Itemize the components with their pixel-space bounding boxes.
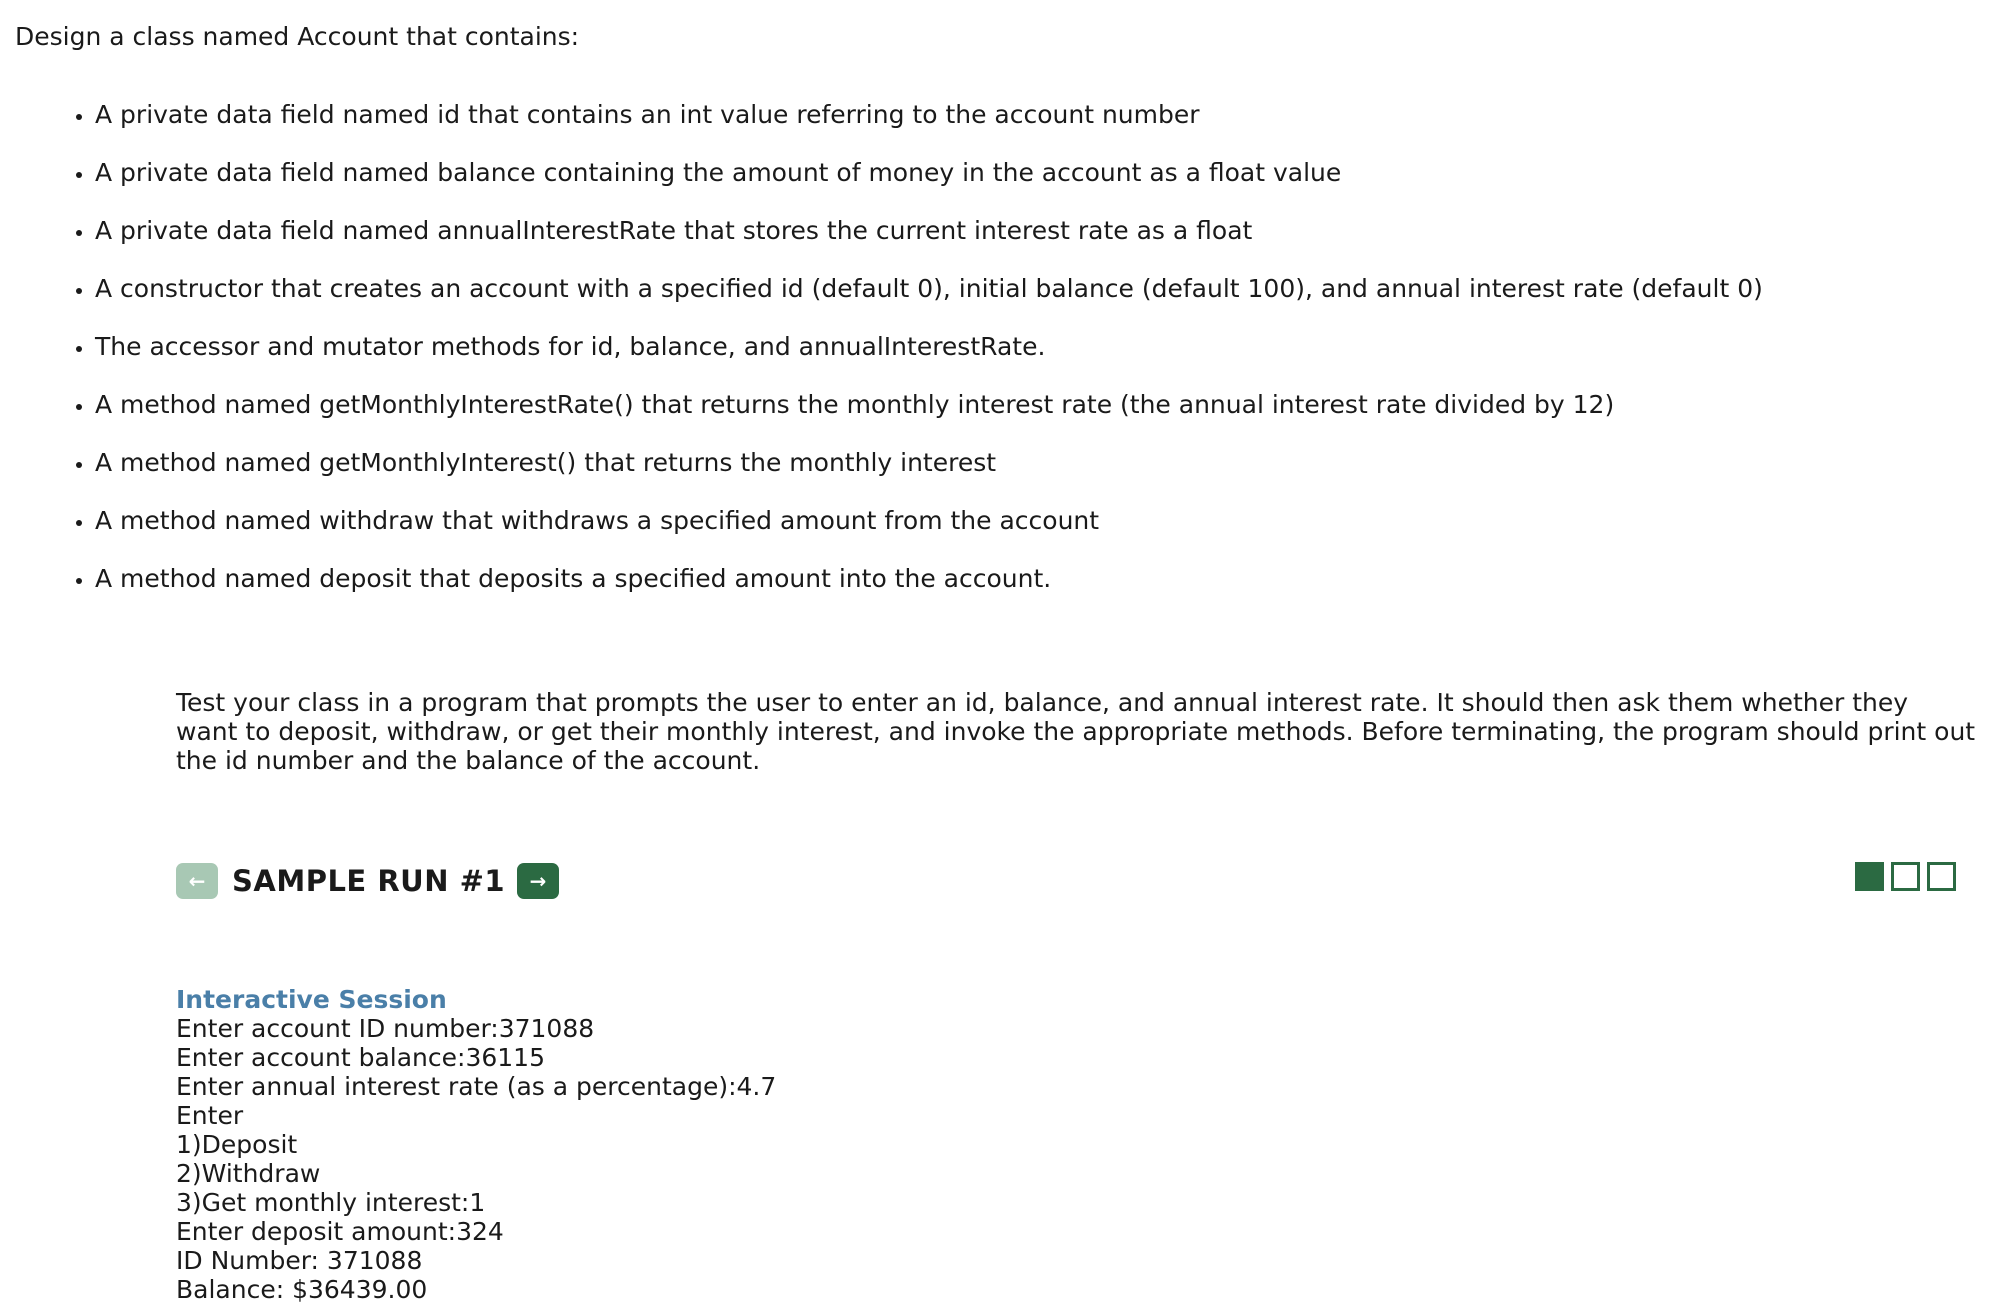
intro-text: Design a class named Account that contains: <box>15 22 580 51</box>
sample-pager <box>1855 862 1956 891</box>
list-item: • A private data field named id that contains an int value referring to the account number <box>95 98 1763 156</box>
session-heading: Interactive Session <box>176 985 447 1014</box>
list-item: • A constructor that creates an account with a specified id (default 0), initial balance (default 100), and annual interest rate (default 0) <box>95 272 1763 330</box>
session-line: Enter annual interest rate (as a percentage):4.7 <box>176 1072 777 1101</box>
previous-sample-button[interactable] <box>176 863 218 899</box>
arrow-left-icon: ← <box>188 869 206 893</box>
requirements-list <box>0 98 1763 620</box>
session-line: Enter <box>176 1101 244 1130</box>
session-line: ID Number: 371088 <box>176 1246 423 1275</box>
task-description: Test your class in a program that prompts the user to enter an id, balance, and annual interest rate. It should then ask them whether they want to deposit, withdraw, or get their monthly interest, and invoke the appropriate methods. Before terminating, the program should print out the id number and the balance of the account. <box>176 688 1976 775</box>
interactive-session <box>176 985 776 1304</box>
list-item: • A method named deposit that deposits a specified amount into the account. <box>95 562 1763 620</box>
session-line: Enter account ID number:371088 <box>176 1014 595 1043</box>
pager-box-3[interactable] <box>1927 862 1956 891</box>
session-line: 2)Withdraw <box>176 1159 321 1188</box>
session-line: 1)Deposit <box>176 1130 298 1159</box>
session-line: Enter account balance:36115 <box>176 1043 545 1072</box>
session-line: 3)Get monthly interest:1 <box>176 1188 486 1217</box>
list-item: • A method named withdraw that withdraws a specified amount from the account <box>95 504 1763 562</box>
list-item: • A method named getMonthlyInterest() that returns the monthly interest <box>95 446 1763 504</box>
list-item: • The accessor and mutator methods for id, balance, and annualInterestRate. <box>95 330 1763 388</box>
list-item: • A private data field named balance containing the amount of money in the account as a float value <box>95 156 1763 214</box>
session-line: Enter deposit amount:324 <box>176 1217 504 1246</box>
list-item: • A method named getMonthlyInterestRate() that returns the monthly interest rate (the annual interest rate divided by 12) <box>95 388 1763 446</box>
pager-box-1[interactable] <box>1855 862 1884 891</box>
list-item: • A private data field named annualInterestRate that stores the current interest rate as a float <box>95 214 1763 272</box>
sample-run-title: SAMPLE RUN #1 <box>232 864 506 898</box>
next-sample-button[interactable] <box>517 863 559 899</box>
session-line: Balance: $36439.00 <box>176 1275 428 1304</box>
sample-run-header <box>176 862 559 900</box>
arrow-right-icon: → <box>529 869 547 893</box>
pager-box-2[interactable] <box>1891 862 1920 891</box>
